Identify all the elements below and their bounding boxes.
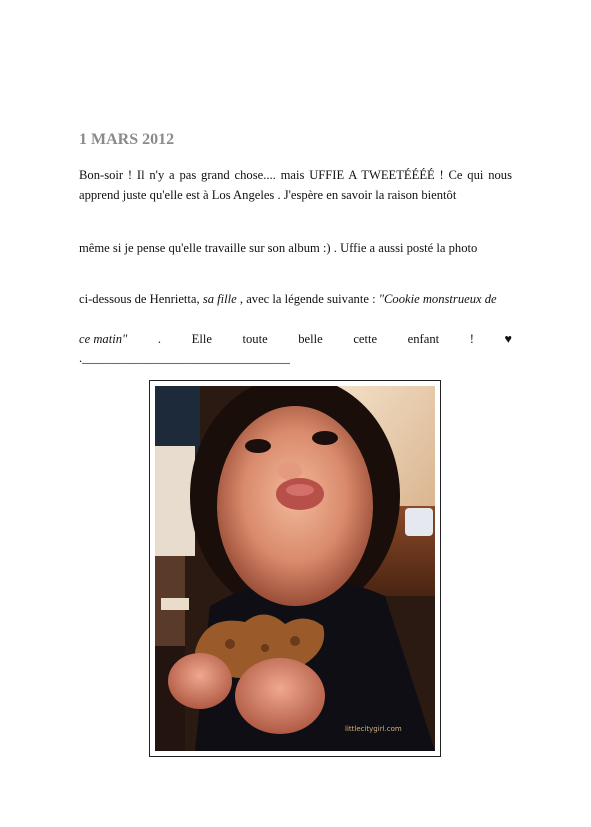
p4-word-4: belle [298, 332, 323, 346]
paragraph-3-mid: , avec la légende suivante : [236, 292, 379, 306]
p4-word-2: Elle [191, 332, 212, 346]
paragraph-3 [79, 289, 512, 309]
paragraph-1: Bon-soir ! Il n'y a pas grand chose.... mais UFFIE A TWEETÉÉÉÉ ! Ce qui nous apprend juste qu'elle est à Los Angeles . J'espère en savoir la raison bientôt [79, 168, 512, 202]
separator-line: ._________________________________ [79, 351, 290, 365]
p4-word-0: ce matin" [79, 332, 128, 346]
paragraph-2: même si je pense qu'elle travaille sur son album :) . Uffie a aussi posté la photo [79, 241, 478, 255]
caption-italic-fille: sa fille [202, 292, 237, 306]
p4-word-7: ! [469, 332, 474, 346]
p4-word-6: enfant [407, 332, 440, 346]
p4-word-1: . [157, 332, 162, 346]
post-date: 1 MARS 2012 [79, 131, 175, 148]
quoted-caption: "Cookie monstrueux de [378, 292, 497, 306]
photo-henrietta [155, 386, 435, 751]
heart-icon: ♥ [504, 332, 512, 346]
p4-word-5: cette [353, 332, 378, 346]
paragraph-4 [79, 329, 512, 349]
p4-word-3: toute [242, 332, 268, 346]
photo-watermark: littlecitygirl.com [345, 725, 402, 733]
photo-frame [149, 380, 441, 757]
paragraph-3-start: ci-dessous de Henrietta, [79, 292, 203, 306]
